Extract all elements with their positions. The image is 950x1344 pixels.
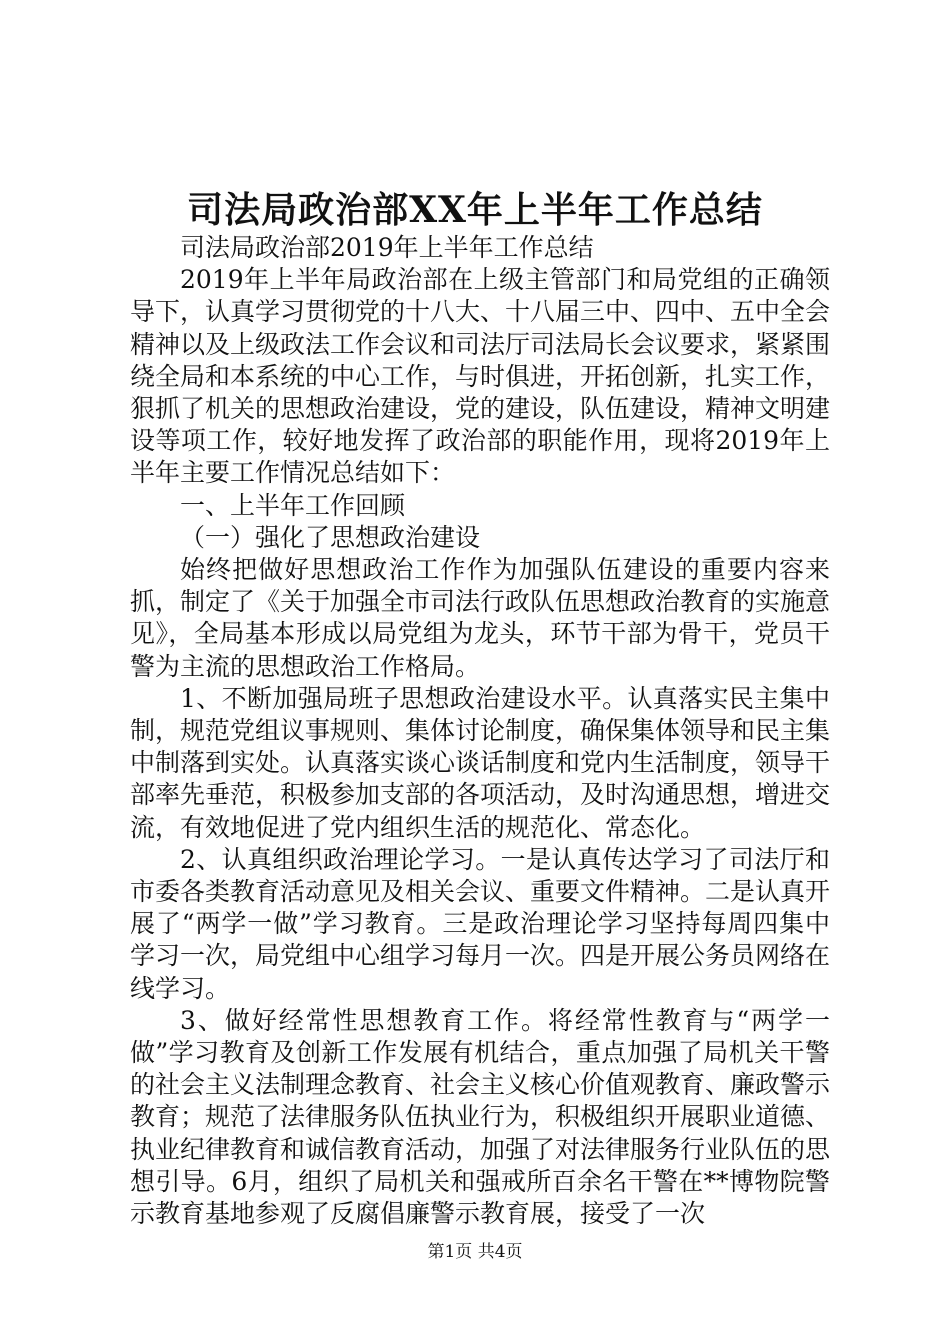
paragraph-intro: 2019年上半年局政治部在上级主管部门和局党组的正确领导下，认真学习贯彻党的十八大、十八届三中、四中、五中全会精神以及上级政法工作会议和司法厅司法局长会议要求，紧紧围绕全局和本系统的中心工作，与时俱进，开拓创新，扎实工作，狠抓了机关的思想政治建设，党的建设，队伍建设，精神文明建设等项工作，较好地发挥了政治部的职能作用，现将2019年上半年主要工作情况总结如下： — [130, 265, 831, 488]
section-heading-review: 一、上半年工作回顾 — [180, 490, 406, 520]
paragraph-item-1: 1、不断加强局班子思想政治建设水平。认真落实民主集中制，规范党组议事规则、集体讨论制度，确保集体领导和民主集中制落到实处。认真落实谈心谈话制度和党内生活制度，领导干部率先垂范，积极参加支部的各项活动，及时沟通思想，增进交流，有效地促进了党内组织生活的规范化、常态化。 — [130, 683, 831, 842]
paragraph-item-2: 2、认真组织政治理论学习。一是认真传达学习了司法厅和市委各类教育活动意见及相关会议、重要文件精神。二是认真开展了“两学一做”学习教育。三是政治理论学习坚持每周四集中学习一次，局党组中心组学习每月一次。四是开展公务员网络在线学习。 — [130, 844, 831, 1003]
paragraph-item-3: 3、做好经常性思想教育工作。将经常性教育与“两学一做”学习教育及创新工作发展有机结合，重点加强了局机关干警的社会主义法制理念教育、社会主义核心价值观教育、廉政警示教育；规范了法律服务队伍执业行为，积极组织开展职业道德、执业纪律教育和诚信教育活动，加强了对法律服务行业队伍的思想引导。6月，组织了局机关和强戒所百余名干警在**博物院警示教育基地参观了反腐倡廉警示教育展，接受了一次 — [130, 1005, 831, 1229]
paragraph-subtitle: 司法局政治部2019年上半年工作总结 — [180, 233, 594, 262]
subsection-heading-political: （一）强化了思想政治建设 — [180, 522, 481, 552]
paragraph-political-work: 始终把做好思想政治工作作为加强队伍建设的重要内容来抓，制定了《关于加强全市司法行政队伍思想政治教育的实施意见》，全局基本形成以局党组为龙头，环节干部为骨干，党员干警为主流的思想政治工作格局。 — [130, 555, 831, 681]
page-footer: 第1页 共4页 — [427, 1242, 523, 1262]
document-title: 司法局政治部XX年上半年工作总结 — [187, 189, 763, 231]
document-body — [130, 232, 830, 1230]
